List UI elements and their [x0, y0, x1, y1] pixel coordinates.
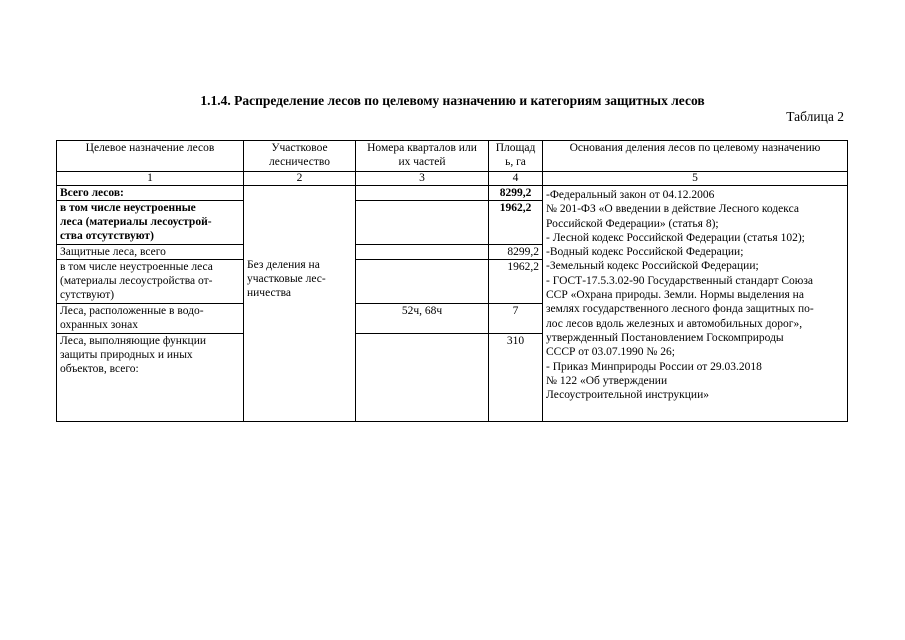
header-area: Площад ь, га: [489, 141, 543, 172]
column-number: 2: [244, 172, 356, 186]
header-row: [57, 141, 848, 172]
section-title: 1.1.4. Распределение лесов по целевому назначению и категориям защитных лесов: [200, 93, 705, 108]
row-purpose: Защитные леса, всего: [57, 245, 244, 260]
basis-line: № 201-ФЗ «О введении в действие Лесного кодекса: [546, 203, 799, 216]
basis-line: - ГОСТ-17.5.3.02-90 Государственный стандарт Союза: [546, 274, 814, 287]
row-quarters: [356, 260, 489, 304]
basis-line: -Земельный кодекс Российской Федерации;: [546, 260, 759, 273]
row-quarters: [356, 245, 489, 260]
row-area: 7: [489, 304, 543, 334]
row-area: 8299,2: [489, 245, 543, 260]
row-quarters: [356, 201, 489, 245]
column-number: 4: [489, 172, 543, 186]
row-quarters: 52ч, 68ч: [356, 304, 489, 334]
column-number-row: [57, 172, 848, 186]
row-purpose: Леса, выполняющие функции защиты природных и иных объектов, всего:: [57, 334, 244, 422]
basis-line: - Лесной кодекс Российской Федерации (статья 102);: [546, 231, 805, 244]
basis-line: землях государственного лесного фонда защитных по-: [546, 303, 814, 316]
header-forestry: Участковое лесничество: [244, 141, 356, 172]
row-area: 1962,2: [489, 201, 543, 245]
table-number-label: Таблица 2: [786, 109, 844, 124]
forestry-cell: Без деления на участковые лес- ничества: [244, 186, 356, 422]
header-quarters: Номера кварталов или их частей: [356, 141, 489, 172]
basis-line: -Федеральный закон от 04.12.2006: [546, 189, 715, 201]
basis-line: Российской Федерации» (статья 8);: [546, 217, 719, 230]
column-number: 1: [57, 172, 244, 186]
basis-line: Лесоустроительной инструкции»: [546, 389, 709, 402]
basis-line: лос лесов вдоль железных и автомобильных дорог»,: [546, 317, 803, 330]
header-basis: Основания деления лесов по целевому назначению: [543, 141, 848, 172]
basis-line: -Водный кодекс Российской Федерации;: [546, 246, 744, 259]
basis-line: - Приказ Минприроды России от 29.03.2018: [546, 360, 762, 373]
row-quarters: [356, 186, 489, 201]
basis-cell: [543, 186, 848, 422]
column-number: 5: [543, 172, 848, 186]
row-purpose: Леса, расположенные в водо- охранных зонах: [57, 304, 244, 334]
table-row: [57, 186, 848, 201]
forest-distribution-table: [56, 140, 848, 422]
row-purpose: в том числе неустроенные леса (материалы лесоустройства от- сутствуют): [57, 260, 244, 304]
basis-line: СССР от 03.07.1990 № 26;: [546, 346, 675, 359]
row-area: 8299,2: [489, 186, 543, 201]
column-number: 3: [356, 172, 489, 186]
basis-line: № 122 «Об утверждении: [546, 374, 668, 387]
row-area: 1962,2: [489, 260, 543, 304]
header-purpose: Целевое назначение лесов: [57, 141, 244, 172]
row-quarters: [356, 334, 489, 422]
basis-line: утвержденный Постановлением Госкомприроды: [546, 331, 784, 344]
row-purpose: в том числе неустроенные леса (материалы лесоустрой- ства отсутствуют): [57, 201, 244, 245]
row-area: 310: [489, 334, 543, 422]
row-purpose: Всего лесов:: [57, 186, 244, 201]
basis-line: ССР «Охрана природы. Земли. Нормы выделения на: [546, 289, 804, 302]
